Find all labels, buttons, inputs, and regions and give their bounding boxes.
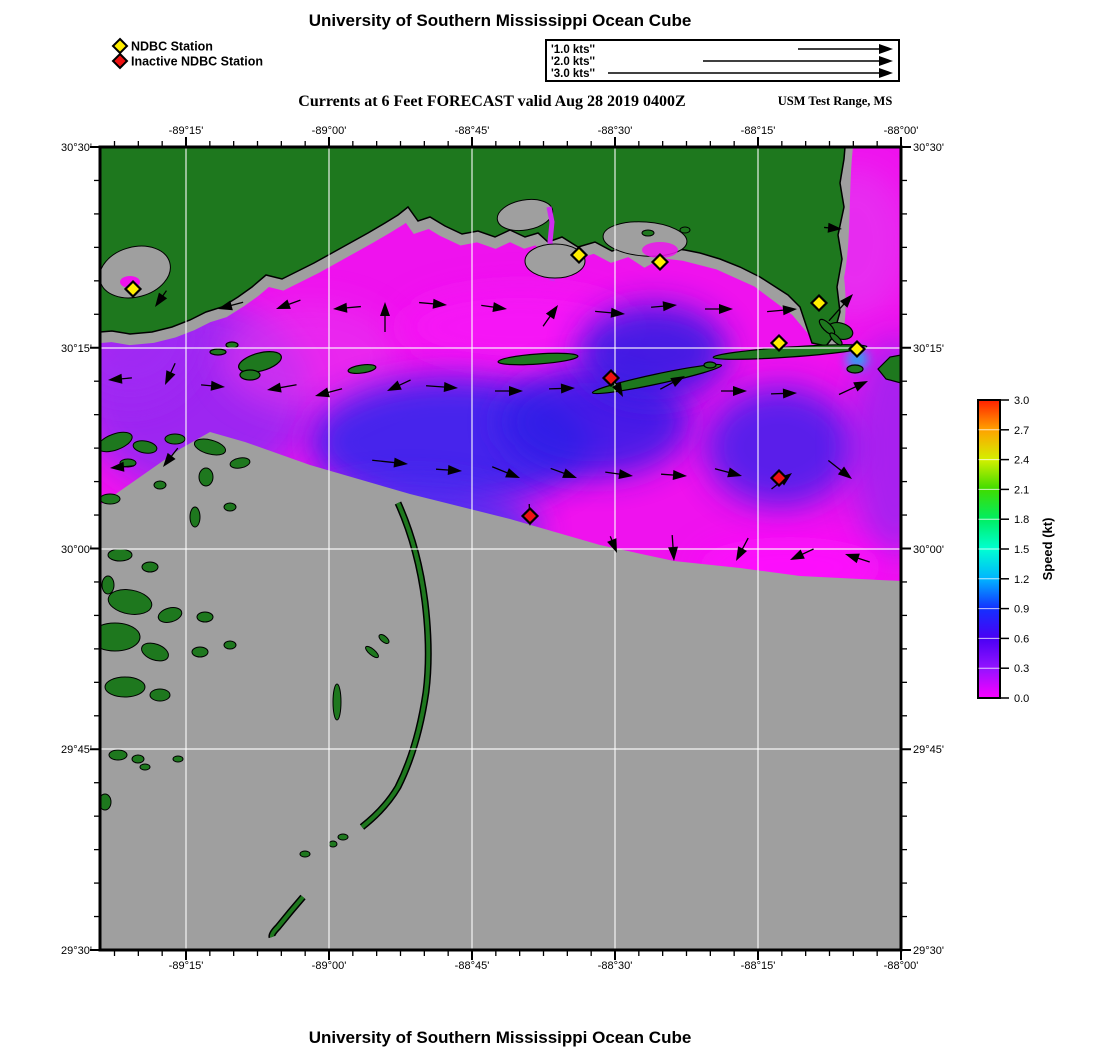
- latitude-label-left: 29°30': [61, 945, 92, 957]
- longitude-label-top: -88°30': [597, 125, 633, 137]
- marsh-island: [197, 612, 213, 622]
- map-panel: [60, 137, 940, 960]
- colorbar-tick-label: 0.0: [1014, 693, 1030, 705]
- longitude-label-bottom: -89°15': [168, 960, 204, 972]
- barrier-island: [240, 370, 260, 380]
- marsh-island: [132, 755, 144, 763]
- scale-arrow-head: [879, 56, 893, 66]
- scale-arrow-head: [879, 68, 893, 78]
- marsh-island: [338, 834, 348, 840]
- longitude-label-top: -88°45': [454, 125, 490, 137]
- active-station-legend-icon: [113, 39, 127, 53]
- colorbar-tick-label: 1.2: [1014, 573, 1030, 586]
- latitude-label-left: 30°00': [61, 544, 92, 556]
- longitude-label-bottom: -89°00': [311, 960, 347, 972]
- marsh-island: [142, 562, 158, 572]
- colorbar-tick-label: 0.9: [1014, 603, 1030, 616]
- marsh-island: [333, 684, 341, 720]
- legend-item-label: NDBC Station: [131, 39, 213, 54]
- longitude-label-top: -89°15': [168, 125, 204, 137]
- marsh-island: [100, 494, 120, 504]
- marsh-island: [192, 647, 208, 657]
- marsh-island: [90, 623, 140, 651]
- latitude-label-right: 30°00': [913, 544, 944, 556]
- marsh-island: [108, 549, 132, 561]
- marsh-island: [329, 841, 337, 847]
- colorbar-tick-label: 2.1: [1014, 484, 1030, 497]
- latitude-label-right: 29°45': [913, 744, 944, 756]
- colorbar-tick-label: 1.8: [1014, 514, 1030, 527]
- marsh-island: [224, 503, 236, 511]
- station-legend: [113, 39, 263, 69]
- vector-scale-box: [546, 40, 899, 81]
- longitude-label-top: -88°00': [883, 125, 919, 137]
- speed-colorbar: [978, 395, 1029, 705]
- inactive-station-legend-icon: [113, 54, 127, 68]
- barrier-island: [704, 362, 716, 368]
- legend-item-label: Inactive NDBC Station: [131, 54, 263, 69]
- barrier-island: [226, 342, 238, 348]
- marsh-island: [190, 507, 200, 527]
- longitude-label-top: -88°15': [740, 125, 776, 137]
- figure-title-bottom: University of Southern Mississippi Ocean Cube: [308, 1028, 692, 1047]
- latitude-label-left: 30°15': [61, 343, 92, 355]
- marsh-island: [224, 641, 236, 649]
- latitude-label-right: 30°15': [913, 343, 944, 355]
- colorbar-tick-label: 2.7: [1014, 424, 1030, 437]
- colorbar-tick-label: 0.3: [1014, 663, 1030, 676]
- marsh-island: [109, 750, 127, 760]
- scale-row-label: '2.0 kts'': [551, 56, 596, 68]
- region-label: USM Test Range, MS: [777, 94, 893, 108]
- longitude-label-bottom: -88°45': [454, 960, 490, 972]
- marsh-island: [105, 677, 145, 697]
- longitude-label-bottom: -88°00': [883, 960, 919, 972]
- colorbar-tick-label: 2.4: [1014, 454, 1030, 467]
- scale-row-label: '1.0 kts'': [551, 44, 596, 56]
- latitude-label-right: 30°30': [913, 142, 944, 154]
- scale-row-label: '3.0 kts'': [551, 68, 596, 80]
- marsh-island: [300, 851, 310, 857]
- colorbar-tick-label: 1.5: [1014, 544, 1030, 556]
- marsh-island: [199, 468, 213, 486]
- longitude-label-bottom: -88°30': [597, 960, 633, 972]
- marsh-island: [102, 576, 114, 594]
- latitude-label-left: 30°30': [61, 142, 92, 154]
- forecast-subtitle: Currents at 6 Feet FORECAST valid Aug 28 2019 0400Z: [298, 93, 686, 110]
- colorbar-tick-label: 3.0: [1014, 395, 1030, 407]
- scale-arrow-head: [879, 44, 893, 54]
- marsh-island: [173, 756, 183, 762]
- latitude-label-right: 29°30': [913, 945, 944, 957]
- barrier-island: [847, 365, 863, 373]
- colorbar-title: Speed (kt): [1040, 517, 1055, 581]
- marsh-island: [154, 481, 166, 489]
- figure-title-top: University of Southern Mississippi Ocean Cube: [308, 11, 692, 30]
- latitude-label-left: 29°45': [61, 744, 92, 756]
- marsh-island: [140, 764, 150, 770]
- colorbar-tick-label: 0.6: [1014, 633, 1030, 646]
- longitude-label-top: -89°00': [311, 125, 347, 137]
- marsh-island: [165, 434, 185, 444]
- marsh-island: [150, 689, 170, 701]
- barrier-island: [210, 349, 226, 355]
- longitude-label-bottom: -88°15': [740, 960, 776, 972]
